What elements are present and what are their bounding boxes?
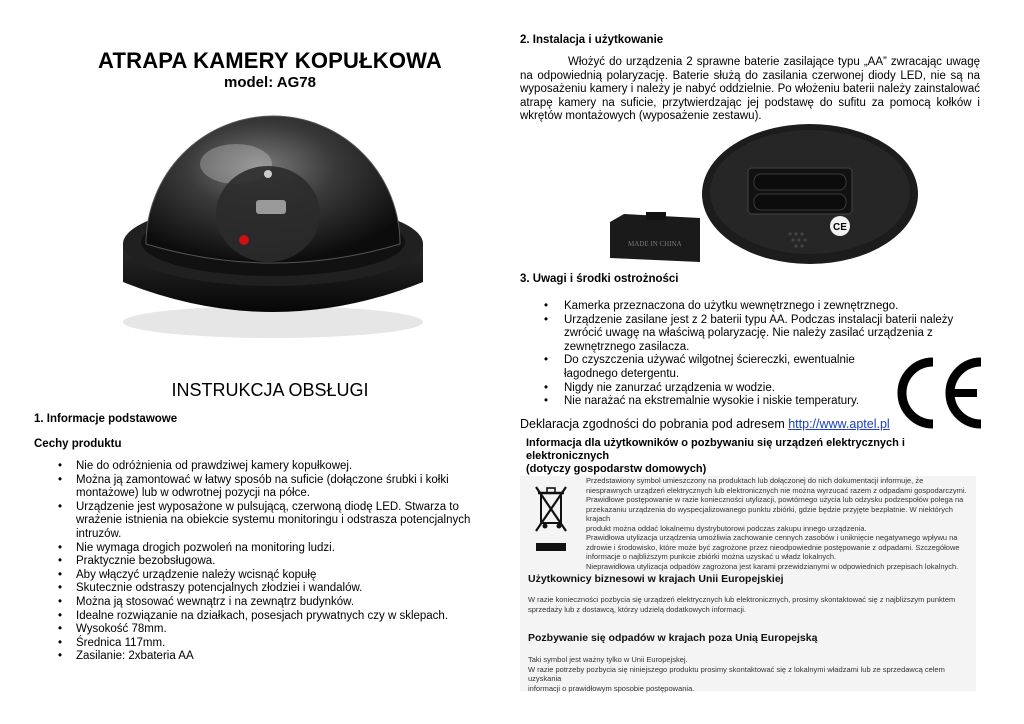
cover-label: MADE IN CHINA xyxy=(628,240,682,248)
ce-logo-icon xyxy=(893,356,989,430)
declaration xyxy=(520,417,890,431)
weee-body: Przedstawiony symbol umieszczony na produktach lub dołączonej do nich dokumentacji informuje, że niesprawnych urządzeń elektrycznych lub elektronicznych nie można wyrzucać razem z odpadami gospodarczymi. Prawidłowe postępowanie w razie konieczności utylizacji, powtórnego użycia lub odzysku podzespołów polega na przekazaniu urządzenia do wyspecjalizowanego punktu zbiórki, gdzie będzie przyjęte bezpłatnie. W niektórych krajach produkt można oddać lokalnemu dystrybutorowi podczas zakupu innego urządzenia. Prawidłowa utylizacja urządzenia umożliwia zachowanie cennych zasobów i uniknięcie negatywnego wpływu na zdrowie i środowisko, które może być zagrożone przez nieodpowiednie postępowanie z odpadami. Szczegółowe informacje o najbliższym punkcie zbiórki można uzyskać u władz lokalnych. Nieprawidłowa utylizacja odpadów zagrożona jest karami przewidzianymi w odpowiednich przepisach lokalnych. xyxy=(586,476,967,571)
weee-outside-text: Taki symbol jest ważny tylko w Unii Europejskej. W razie potrzeby pozbycia się niniejszego produktu prosimy skontaktować się z lokalnymi władzami lub ze sprzedawcą celem uzyskania informacji o prawidłowym sposobie postępowania. xyxy=(528,655,945,693)
list-item: • Do czyszczenia używać wilgotnej ściereczki, ewentualnie łagodnego detergentu. xyxy=(520,354,980,381)
weee-business-heading: Użytkownicy biznesowi w krajach Unii Europejskiej xyxy=(528,573,784,585)
list-item: • Wysokość 78mm. xyxy=(34,623,484,637)
list-item: • Średnica 117mm. xyxy=(34,637,484,651)
features-list xyxy=(34,460,484,664)
section2-heading: 2. Instalacja i użytkowanie xyxy=(520,34,664,46)
list-item: • Kamerka przeznaczona do użytku wewnętrznego i zewnętrznego. xyxy=(520,300,980,314)
list-item: • Zasilanie: 2xbateria AA xyxy=(34,650,484,664)
list-item: • Urządzenie jest wyposażone w pulsującą, czerwoną diodę LED. Stwarza to wrażenie istnienia na obiekcie systemu monitoringu i odstrasza potencjalnych intruzów. xyxy=(34,501,484,542)
ce-mark xyxy=(893,356,989,430)
section2-paragraph: Włożyć do urządzenia 2 sprawne baterie zasilające typu „AA” zwracając uwagę na odpowiednią polaryzację. Baterie służą do zasilania czerwonej diody LED, nie są na wyposażeniu kamery i należy je nabyć oddzielnie. Po włożeniu baterii należy zainstalować atrapę kamery na suficie, przytwierdzając jej podstawę do sufitu za pomocą kołków i wkrętów montażowych (wyposażenie zestawu). xyxy=(520,56,980,123)
list-item: • Skutecznie odstraszy potencjalnych złodziei i wandalów. xyxy=(34,582,484,596)
section2 xyxy=(520,34,980,124)
declaration-link[interactable]: http://www.aptel.pl xyxy=(788,417,890,431)
dome-camera-image xyxy=(118,104,428,340)
crossed-bin-icon xyxy=(532,481,570,555)
weee-title: Informacja dla użytkowników o pozbywaniu się urządzeń elektrycznych i elektronicznych (dotyczy gospodarstw domowych) xyxy=(520,433,976,476)
list-item: • Nie do odróżnienia od prawdziwej kamery kopułkowej. xyxy=(34,460,484,474)
weee-outside-heading: Pozbywanie się odpadów w krajach poza Unią Europejską xyxy=(528,632,818,644)
features-heading: Cechy produktu xyxy=(34,438,122,450)
list-item: • Nie narażać na ekstremalnie wysokie i niskie temperatury. xyxy=(520,395,980,409)
list-item: • Można ją zamontować w łatwy sposób na suficie (dołączone śrubki i kołki montażowe) lub w odwrotnej pozycji na półce. xyxy=(34,474,484,501)
list-item: • Aby włączyć urządzenie należy wcisnąć kopułę xyxy=(34,569,484,583)
list-item: • Idealne rozwiązanie na działkach, posesjach prywatnych czy w sklepach. xyxy=(34,610,484,624)
weee-business-text: W razie konieczności pozbycia się urządzeń elektrycznych lub elektronicznych, prosimy skontaktować się z najbliższym punktem sprzedaży lub z dostawcą, którzy udzielą dodatkowych informacji. xyxy=(528,595,956,614)
section1-heading: 1. Informacje podstawowe xyxy=(34,413,178,425)
battery-cover xyxy=(610,212,700,262)
red-led xyxy=(239,235,249,245)
list-item: • Nigdy nie zanurzać urządzenia w wodzie. xyxy=(520,382,980,396)
list-item: • Praktycznie bezobsługowa. xyxy=(34,555,484,569)
list-item: • Nie wymaga drogich pozwoleń na monitoring ludzi. xyxy=(34,542,484,556)
manual-title: INSTRUKCJA OBSŁUGI xyxy=(171,380,369,400)
model-label: model: AG78 xyxy=(224,74,316,91)
list-item: • Można ją stosować wewnątrz i na zewnątrz budynków. xyxy=(34,596,484,610)
back-ce-mark: CE xyxy=(833,222,847,233)
battery-compartment-image xyxy=(600,122,980,272)
declaration-text: Deklaracja zgodności do pobrania pod adresem xyxy=(520,417,789,431)
section3-heading: 3. Uwagi i środki ostrożności xyxy=(520,273,679,285)
weee-notice xyxy=(520,433,976,691)
document-title: ATRAPA KAMERY KOPUŁKOWA xyxy=(98,48,442,73)
list-item: • Urządzenie zasilane jest z 2 baterii typu AA. Podczas instalacji baterii należy zwrócić uwagę na właściwą polaryzację. Nie należy zasilać urządzenia z zewnętrznego zasilacza. xyxy=(520,314,980,355)
